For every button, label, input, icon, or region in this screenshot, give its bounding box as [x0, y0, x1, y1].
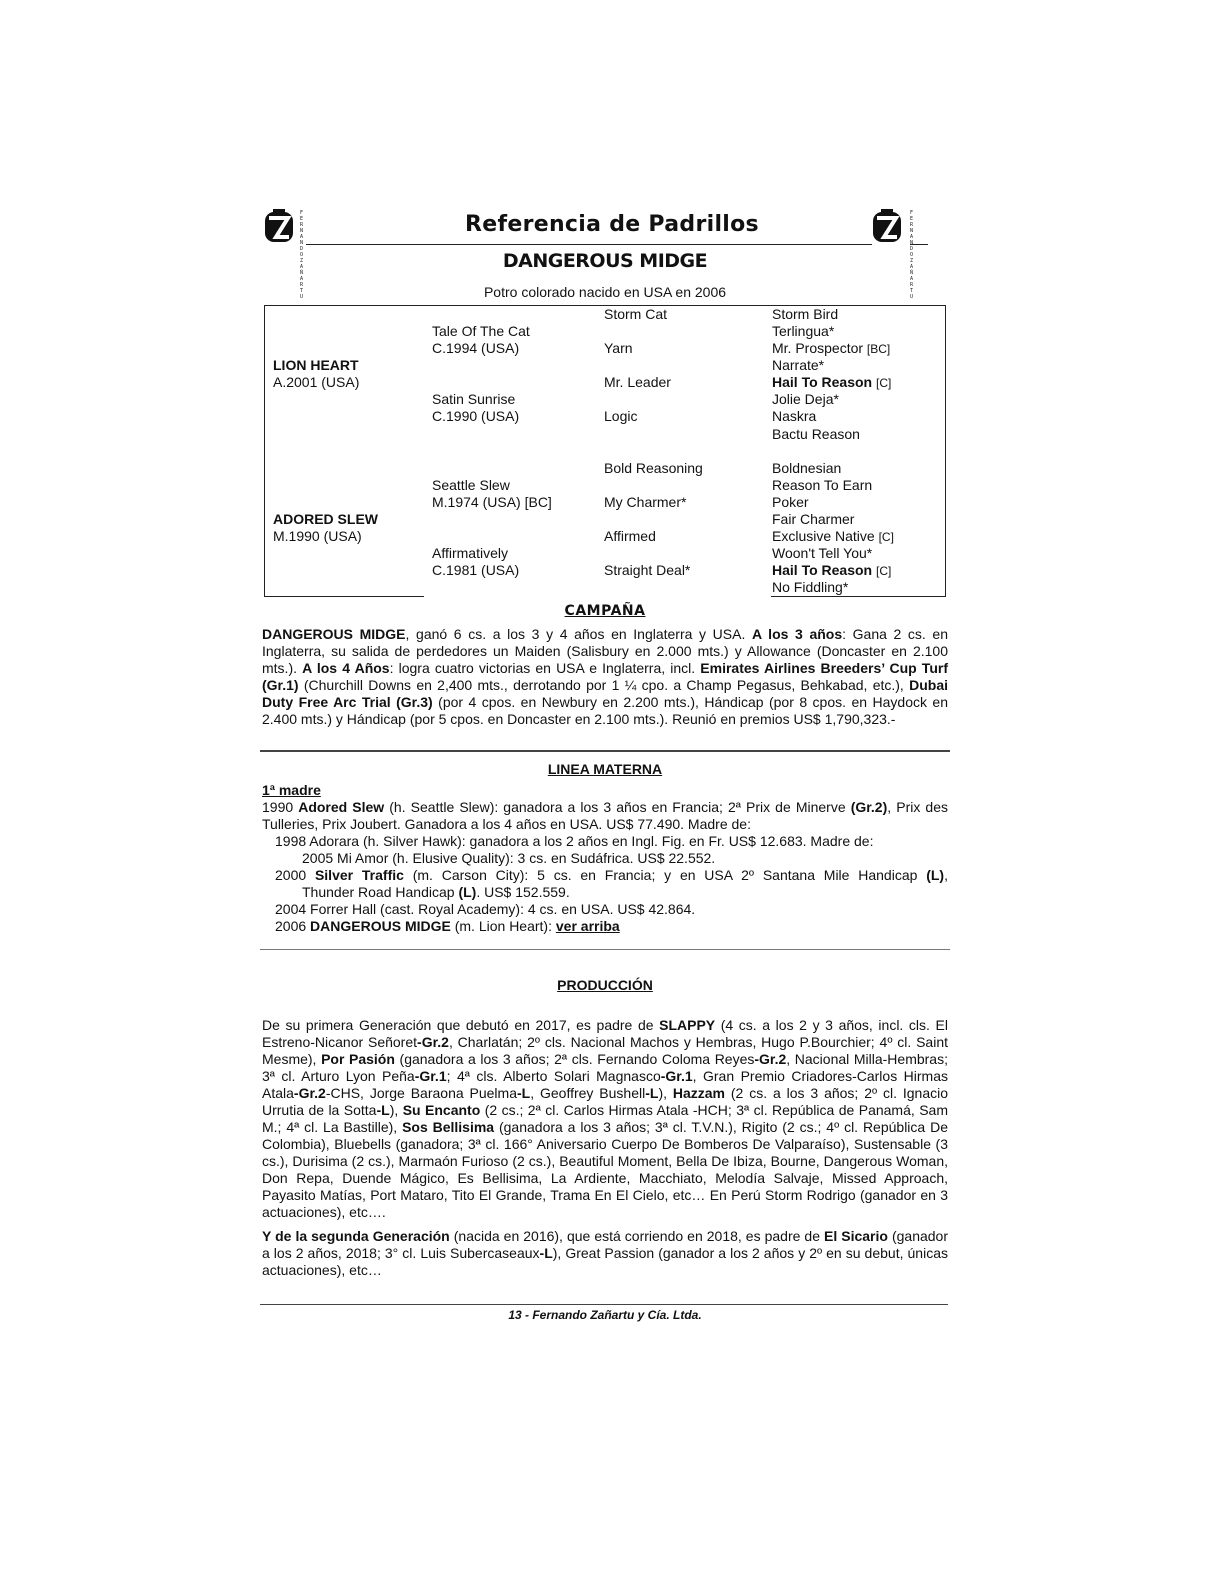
text: (ganador a los 2 años, 2018; 3° cl. Luis Subercaseaux [262, 1228, 949, 1261]
text: , Gran Premio Criadores-Carlos Hirmas Atala [262, 1068, 948, 1101]
gen2-name: Satin Sunrise [432, 391, 516, 407]
gen4-name: Terlingua* [772, 323, 835, 339]
footer-rule [260, 1304, 948, 1305]
bold-text: DANGEROUS MIDGE [310, 918, 451, 934]
produce-line: 1998 Adorara (h. Silver Hawk): ganadora a los 2 años en Ingl. Fig. en Fr. US$ 12.683. Madre de: [275, 833, 874, 849]
ver-arriba-link[interactable]: ver arriba [555, 918, 620, 934]
logo-caption: FERNANDO ZAÑARTU [910, 210, 914, 300]
bold-text: -L [539, 1245, 553, 1261]
text: 2006 [275, 918, 311, 934]
text: (ganadora a los 3 años; 2ª cls. Fernando Coloma Reyes [394, 1051, 755, 1067]
text: Thunder Road Handicap [302, 884, 459, 900]
gen4-name: Bactu Reason [772, 426, 860, 442]
sire-name: LION HEART [273, 357, 359, 373]
text: (por 4 cpos. en Newbury en 2.200 mts.), Hándicap (por 8 cpos. en Haydock en 2.400 mts.) y Hándicap (por 5 cpos. en Doncaster en 2.100 mts.). Reunió en premios US$ 1,790,323.- [262, 694, 949, 727]
text: (nacida en 2016), que está corriendo en 2018, es padre de [449, 1228, 825, 1244]
bold-text: Silver Traffic [314, 867, 404, 883]
bold-text: -L [517, 1085, 531, 1101]
gen4-tag: [C] [878, 530, 894, 544]
gen2-name: Tale Of The Cat [432, 323, 530, 339]
text: (m. Lion Heart): [450, 918, 556, 934]
bold-text: (Gr.2) [850, 799, 888, 815]
bold-text: -Gr.2 [293, 1085, 326, 1101]
gen4-tag: [BC] [866, 342, 891, 356]
gen3-name: My Charmer* [604, 494, 687, 510]
section-rule [260, 949, 950, 950]
text: ), Great Passion (ganador a los 2 años y 2º en su debut, únicas actuaciones), etc… [262, 1245, 948, 1278]
text: : logra cuatro victorias en USA e Inglaterra, incl. [389, 660, 701, 676]
bold-text: -L [376, 1102, 390, 1118]
gen4-name: Exclusive Native [772, 528, 875, 544]
bold-text: A los 3 años [751, 626, 843, 642]
text: , Nacional Milla-Hembras; 3ª cl. Arturo Lyon Peña [262, 1051, 948, 1084]
text: ), [389, 1102, 403, 1118]
bold-text: (L) [926, 867, 945, 883]
text: : Gana 2 cs. en Inglaterra, su salida de perdedores un Maiden (Salisbury en 2.000 mts.) y Allowance (Doncaster en 2.100 mts.). [262, 626, 949, 676]
produce-line [302, 884, 570, 901]
pedigree-bottom-rule [264, 596, 424, 597]
horse-name-ref: DANGEROUS MIDGE [262, 626, 406, 642]
madre-paragraph [262, 799, 948, 833]
gen4-name: Fair Charmer [772, 511, 855, 527]
text: ), [658, 1085, 673, 1101]
page-footer: 13 - Fernando Zañartu y Cía. Ltda. [508, 1308, 702, 1322]
bold-text: -L [645, 1085, 659, 1101]
campana-paragraph [262, 626, 948, 728]
produccion-paragraph-1 [262, 1017, 948, 1221]
bold-text: Y de la segunda Generación [262, 1228, 450, 1244]
gen4-name-tagged [772, 528, 894, 546]
produce-line [275, 867, 948, 884]
bold-text: Sos Bellisima [402, 1119, 495, 1135]
gen2-info: C.1990 (USA) [432, 408, 520, 424]
text: (ganadora a los 3 años; 3ª cl. T.V.N.), Rigito (2 cs.; 4º cl. República De Colombia), Bluebells (ganadora; 3ª cl. 166° Aniversario Cuerpo De Bomberos De Valparaíso), Sustensable (3 cs.), Durisima (2 cs.), Marmaón Furioso (2 cs.), Beautiful Moment, Bella De Ibiza, Bourne, Dangerous Woman, Don Repa, Duende Mágico, Es Bellisima, La Ardiente, Macchiato, Melodía Salvaje, Missed Approach, Payasito Matías, Port Mataro, Tito El Grande, Trama En El Cielo, etc… En Perú Storm Rodrigo (ganador en 3 actuaciones), etc…. [262, 1119, 948, 1220]
race-name: Dubai Duty Free Arc Trial (Gr.3) [262, 677, 948, 710]
gen4-name: Mr. Prospector [772, 340, 864, 356]
text: 2000 [275, 867, 315, 883]
gen2-info: C.1994 (USA) [432, 340, 520, 356]
race-name: Emirates Airlines Breeders’ Cup Turf (Gr.1) [262, 660, 948, 693]
text: , [944, 867, 948, 883]
sire-info: A.2001 (USA) [273, 374, 360, 390]
gen2-info: M.1974 (USA) [BC] [432, 494, 552, 510]
text: (2 cs.; 2ª cl. Carlos Hirmas Atala -HCH; 3ª cl. República de Panamá, Sam M.; 4ª cl. La Bastille), [262, 1102, 948, 1135]
text: De su primera Generación que debutó en 2017, es padre de [262, 1017, 660, 1033]
bold-text: -Gr.1 [660, 1068, 693, 1084]
pedigree-bottom-rule [771, 596, 945, 597]
text: ; 4ª cls. Alberto Solari Magnasco [446, 1068, 661, 1084]
text: , ganó 6 cs. a los 3 y 4 años en Inglaterra y USA. [405, 626, 752, 642]
campana-heading: CAMPAÑA [564, 603, 646, 619]
bold-text: (L) [458, 884, 477, 900]
horse-name: DANGEROUS MIDGE [502, 250, 708, 272]
bold-text: Su Encanto [402, 1102, 481, 1118]
produccion-paragraph-2 [262, 1228, 948, 1279]
header-rule-right [910, 244, 928, 245]
gen4-name-tagged [772, 340, 890, 358]
logo-caption: FERNANDO ZAÑARTU [300, 210, 304, 300]
gen4-name: Poker [772, 494, 809, 510]
section-rule [260, 750, 950, 752]
text: , Geoffrey Bushell [530, 1085, 646, 1101]
bold-text: -Gr.1 [414, 1068, 447, 1084]
text: -CHS, Jorge Baraona Puelma [325, 1085, 517, 1101]
gen3-name: Mr. Leader [604, 374, 671, 390]
text: (Churchill Downs en 2,400 mts., derrotando por 1 ¼ cpo. a Champ Pegasus, Behkabad, etc.), [298, 677, 910, 693]
gen4-tag: [C] [875, 376, 892, 390]
gen3-name: Affirmed [604, 528, 656, 544]
gen4-name: No Fiddling* [772, 579, 849, 595]
gen4-name: Woon't Tell You* [772, 545, 873, 561]
bold-text: Adored Slew [298, 799, 385, 815]
produccion-heading: PRODUCCIÓN [557, 977, 653, 993]
text: (2 cs. a los 3 años; 2º cl. Ignacio Urrutia de la Sotta [262, 1085, 948, 1118]
gen4-name: Hail To Reason [772, 562, 873, 578]
produce-line: 2005 Mi Amor (h. Elusive Quality): 3 cs. en Sudáfrica. US$ 22.552. [302, 850, 716, 866]
gen2-info: C.1981 (USA) [432, 562, 520, 578]
dam-name: ADORED SLEW [273, 511, 378, 527]
bold-text: SLAPPY [659, 1017, 716, 1033]
text: , Prix des Tulleries, Prix Joubert. Ganadora a los 4 años en USA. US$ 77.490. Madre de: [262, 799, 948, 832]
gen2-name: Affirmatively [432, 545, 508, 561]
bold-text: Por Pasión [321, 1051, 395, 1067]
bold-text: -Gr.2 [417, 1034, 449, 1050]
gen4-name: Jolie Deja* [772, 391, 839, 407]
text: . US$ 152.559. [476, 884, 570, 900]
text: (h. Seattle Slew): ganadora a los 3 años en Francia; 2ª Prix de Minerve [384, 799, 851, 815]
text: (4 cs. a los 2 y 3 años, incl. cls. El Estreno-Nicanor Señoret [262, 1017, 948, 1050]
gen4-name: Storm Bird [772, 306, 839, 322]
gen4-name-tagged [772, 374, 891, 392]
gen4-tag: [C] [875, 564, 892, 578]
page-title: Referencia de Padrillos [465, 212, 759, 237]
horse-subtitle: Potro colorado nacido en USA en 2006 [483, 284, 727, 300]
gen4-name: Reason To Earn [772, 477, 873, 493]
bold-text: -Gr.2 [754, 1051, 787, 1067]
text: 1990 [262, 799, 299, 815]
gen3-name: Bold Reasoning [604, 460, 703, 476]
text: (m. Carson City): 5 cs. en Francia; y en USA 2º Santana Mile Handicap [403, 867, 927, 883]
bold-text: Hazzam [672, 1085, 726, 1101]
gen4-name: Naskra [772, 408, 817, 424]
produce-line: 2004 Forrer Hall (cast. Royal Academy): 4 cs. en USA. US$ 42.864. [275, 901, 696, 917]
gen3-name: Storm Cat [604, 306, 668, 322]
zanartu-logo-icon [264, 208, 294, 244]
gen4-name: Narrate* [772, 357, 825, 373]
header-rule [306, 244, 872, 245]
gen3-name: Logic [604, 408, 638, 424]
bold-text: El Sicario [824, 1228, 888, 1244]
gen4-name: Hail To Reason [772, 374, 873, 390]
produce-line [275, 918, 620, 935]
linea-heading: LINEA MATERNA [547, 761, 663, 777]
gen3-name: Yarn [604, 340, 633, 356]
dam-info: M.1990 (USA) [273, 528, 362, 544]
gen3-name: Straight Deal* [604, 562, 691, 578]
gen2-name: Seattle Slew [432, 477, 510, 493]
bold-text: A los 4 Años [302, 660, 390, 676]
madre-label: 1ª madre [262, 782, 321, 798]
text: , Charlatán; 2º cls. Nacional Machos y Hembras, Hugo P.Bourchier; 4º cl. Saint Mesme), [262, 1034, 949, 1067]
gen4-name: Boldnesian [772, 460, 842, 476]
gen4-name-tagged [772, 562, 891, 580]
